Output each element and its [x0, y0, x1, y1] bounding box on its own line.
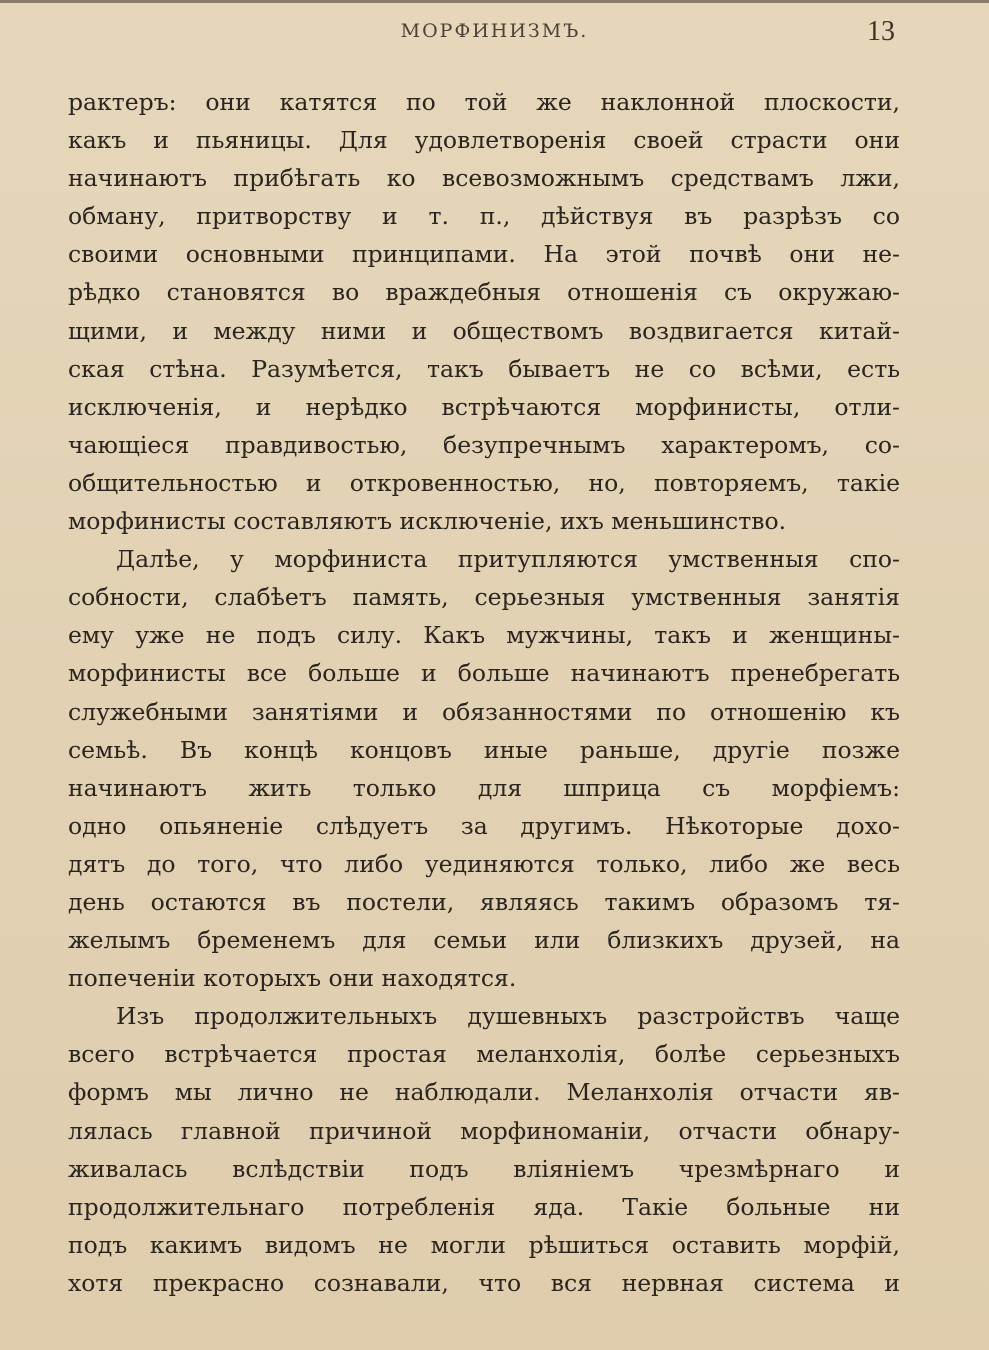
text-line: ская стѣна. Разумѣется, такъ бываетъ не со всѣми, есть [68, 354, 900, 383]
running-title: МОРФИНИЗМЪ. [400, 20, 589, 42]
text-line: попеченіи которыхъ они находятся. [68, 964, 517, 993]
text-line: хотя прекрасно сознавали, что вся нервная система и [68, 1268, 900, 1297]
text-line: семьѣ. Въ концѣ концовъ иные раньше, другіе позже [68, 735, 900, 764]
text-line: лялась главной причиной морфиноманіи, отчасти обнару- [68, 1116, 900, 1145]
text-line: формъ мы лично не наблюдали. Меланхолія отчасти яв- [68, 1078, 900, 1107]
text-line: собности, слабѣетъ память, серьезныя умственныя занятія [68, 583, 900, 612]
text-line: подъ какимъ видомъ не могли рѣшиться оставить морфій, [68, 1230, 900, 1259]
text-line: ему уже не подъ силу. Какъ мужчины, такъ и женщины- [68, 621, 900, 650]
text-line: живалась вслѣдствіи подъ вліяніемъ чрезмѣрнаго и [68, 1154, 900, 1183]
text-line: начинаютъ прибѣгать ко всевозможнымъ средствамъ лжи, [68, 164, 900, 193]
text-line: рактеръ: они катятся по той же наклонной плоскости, [68, 88, 900, 116]
text-line: исключенія, и нерѣдко встрѣчаются морфинисты, отли- [68, 392, 900, 421]
text-line: Изъ продолжительныхъ душевныхъ разстройствъ чаще [116, 1002, 900, 1031]
text-line: одно опьяненіе слѣдуетъ за другимъ. Нѣкоторые дохо- [68, 811, 900, 840]
text-line: дятъ до того, что либо уединяются только, либо же весь [68, 849, 900, 878]
text-line: продолжительнаго потребленія яда. Такіе больные ни [68, 1192, 900, 1221]
text-line: всего встрѣчается простая меланхолія, болѣе серьезныхъ [68, 1040, 900, 1069]
text-line: служебными занятіями и обязанностями по отношенію къ [68, 697, 900, 726]
page-number: 13 [867, 16, 895, 47]
text-line: своими основными принципами. На этой почвѣ они не- [68, 240, 900, 269]
text-line: щими, и между ними и обществомъ воздвигается китай- [68, 316, 900, 345]
text-line: Далѣе, у морфиниста притупляются умственныя спо- [116, 545, 900, 574]
text-line: общительностью и откровенностью, но, повторяемъ, такіе [68, 468, 900, 497]
page-top-edge [0, 0, 989, 3]
text-line: морфинисты составляютъ исключеніе, ихъ меньшинство. [68, 507, 787, 536]
text-line: желымъ бременемъ для семьи или близкихъ друзей, на [68, 926, 900, 955]
body-text [68, 83, 900, 1302]
text-line: начинаютъ жить только для шприца съ морфіемъ: [68, 773, 900, 802]
text-line: обману, притворству и т. п., дѣйствуя въ разрѣзъ со [68, 202, 900, 231]
text-line: рѣдко становятся во враждебныя отношенія съ окружаю- [68, 278, 900, 307]
text-line: морфинисты все больше и больше начинаютъ пренебрегать [68, 659, 900, 688]
text-line: день остаются въ постели, являясь такимъ образомъ тя- [68, 887, 900, 916]
text-line: чающіеся правдивостью, безупречнымъ характеромъ, со- [68, 430, 900, 459]
text-line: какъ и пьяницы. Для удовлетворенія своей страсти они [68, 126, 900, 155]
